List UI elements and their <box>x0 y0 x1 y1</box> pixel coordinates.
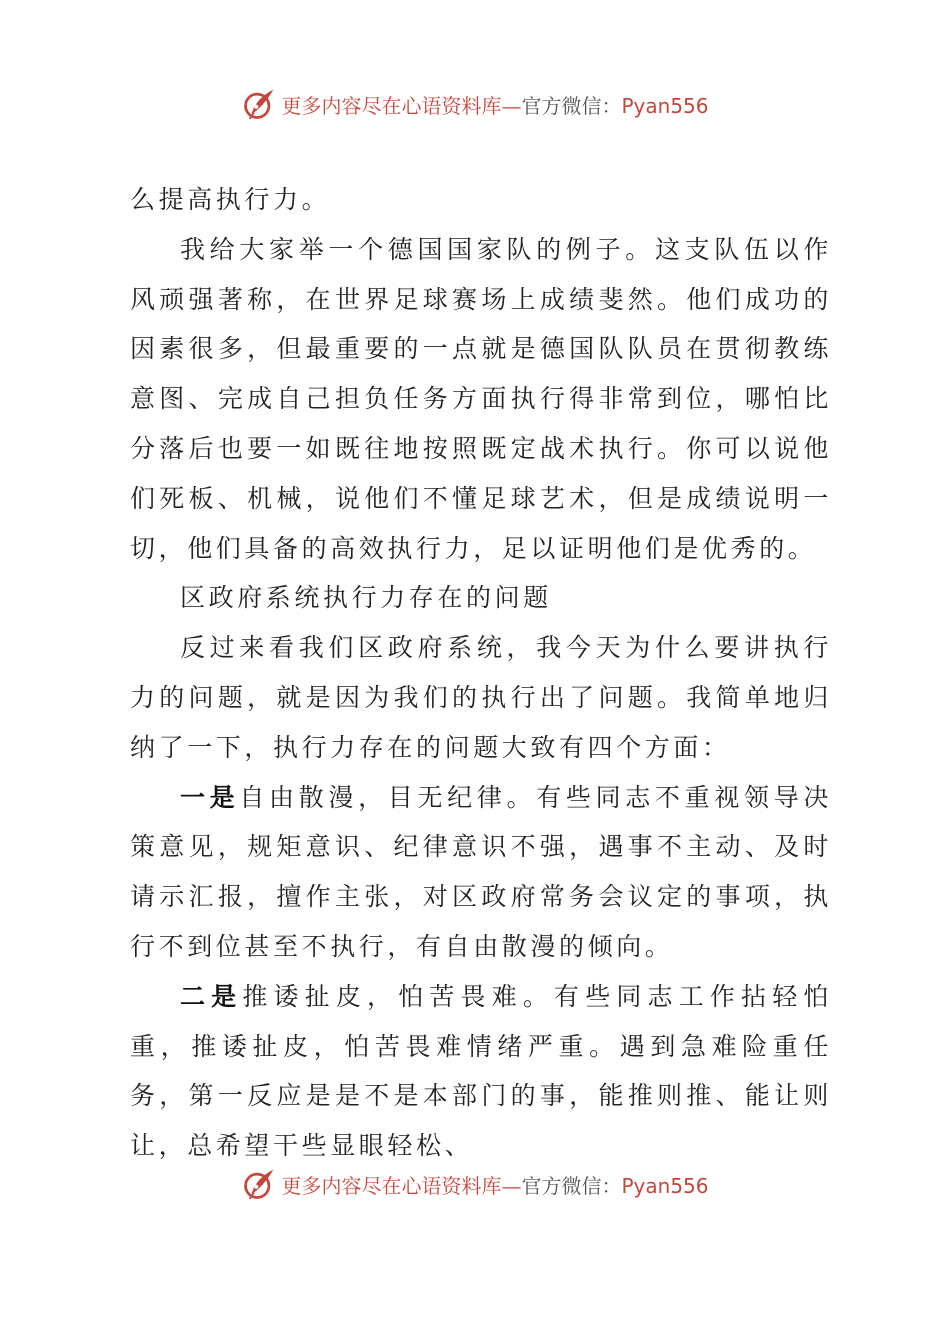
header-banner-main: 更多内容尽在心语资料库 <box>281 93 502 118</box>
document-body <box>130 175 832 1171</box>
footer-banner-dash: — <box>501 1173 522 1198</box>
header-wechat-id: Pyan556 <box>621 93 709 118</box>
footer-wechat-id: Pyan556 <box>621 1173 709 1198</box>
header-banner <box>0 84 950 124</box>
quill-logo-icon <box>241 86 277 122</box>
header-banner-text <box>281 90 708 119</box>
footer-banner <box>0 1164 950 1204</box>
footer-banner-text <box>281 1170 708 1199</box>
quill-logo-icon <box>241 1166 277 1202</box>
point-one-text: 自由散漫，目无纪律。有些同志不重视领导决策意见，规矩意识、纪律意识不强，遇事不主动、及时请示汇报，擅作主张，对区政府常务会议定的事项，执行不到位甚至不执行，有自由散漫的倾向。 <box>130 782 832 961</box>
footer-banner-main: 更多内容尽在心语资料库 <box>281 1173 502 1198</box>
footer-banner-label: 官方微信： <box>521 1173 622 1198</box>
header-banner-label: 官方微信： <box>521 93 622 118</box>
paragraph-germany-example: 我给大家举一个德国国家队的例子。这支队伍以作风顽强著称，在世界足球赛场上成绩斐然。他们成功的因素很多，但最重要的一点就是德国队队员在贯彻教练意图、完成自己担负任务方面执行得非常到位，哪怕比分落后也要一如既往地按照既定战术执行。你可以说他们死板、机械，说他们不懂足球艺术，但是成绩说明一切，他们具备的高效执行力，足以证明他们是优秀的。 <box>130 234 832 563</box>
point-two-text: 推诿扯皮，怕苦畏难。有些同志工作拈轻怕重，推诿扯皮，怕苦畏难情绪严重。遇到急难险重任务，第一反应是是不是本部门的事，能推则推、能让则让，总希望干些显眼轻松、 <box>130 981 832 1161</box>
header-banner-dash: — <box>501 93 522 118</box>
point-two-lead: 二是 <box>180 981 243 1011</box>
section-heading: 区政府系统执行力存在的问题 <box>180 583 552 613</box>
paragraph-continuation: 么提高执行力。 <box>130 185 331 214</box>
paragraph-problems-intro: 反过来看我们区政府系统，我今天为什么要讲执行力的问题，就是因为我们的执行出了问题。我简单地归纳了一下，执行力存在的问题大致有四个方面： <box>130 633 832 762</box>
point-one-lead: 一是 <box>180 782 240 812</box>
paragraph-point-two <box>130 972 832 1171</box>
paragraph-point-one <box>130 773 832 972</box>
